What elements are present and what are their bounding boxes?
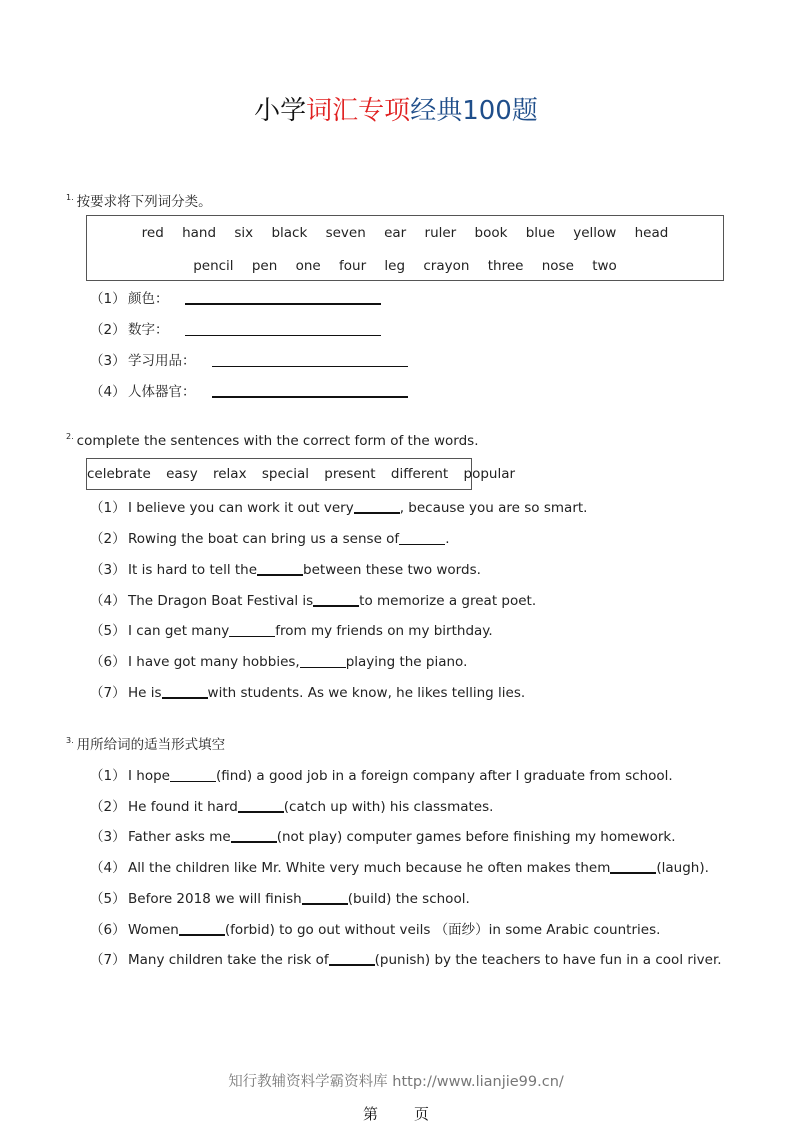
question-1-heading	[66, 190, 212, 210]
sentence-start: I believe you can work it out very	[128, 500, 354, 516]
sentence-end: (find) a good job in a foreign company after I graduate from school.	[215, 768, 673, 784]
sentence-end: (forbid) to go out without veils （面纱）in some Arabic countries.	[224, 922, 661, 938]
sentence-start: He found it hard	[128, 799, 238, 815]
sentence-start: Women	[128, 922, 179, 938]
answer-blank[interactable]	[313, 605, 359, 607]
sentence-end: playing the piano.	[345, 654, 468, 670]
item-number: （4）	[90, 593, 126, 609]
item-number: （7）	[90, 952, 126, 968]
item-number: （2）	[90, 322, 126, 338]
q2-item-4	[90, 589, 536, 609]
answer-blank[interactable]	[354, 512, 400, 514]
answer-blank[interactable]	[257, 574, 303, 576]
item-number: （6）	[90, 654, 126, 670]
question-3-instruction: 用所给词的适当形式填空	[76, 737, 226, 753]
word: yellow	[573, 225, 617, 241]
q2-item-5	[90, 619, 493, 639]
word: leg	[384, 258, 406, 274]
sentence-start: I have got many hobbies,	[128, 654, 300, 670]
page-label-right: 页	[414, 1105, 430, 1123]
title-part-1: 小学	[254, 96, 307, 126]
item-number: （4）	[90, 860, 126, 876]
word: two	[592, 258, 617, 274]
word: six	[234, 225, 254, 241]
sentence-end: (catch up with) his classmates.	[283, 799, 494, 815]
q2-item-1	[90, 496, 587, 516]
q1-item-1	[90, 287, 381, 307]
word: seven	[325, 225, 366, 241]
word: one	[295, 258, 321, 274]
item-label: 数字：	[128, 322, 169, 338]
q3-item-7	[90, 948, 722, 968]
q2-item-7	[90, 681, 525, 701]
sentence-end: to memorize a great poet.	[359, 593, 537, 609]
q2-item-2	[90, 527, 449, 547]
footer-watermark: 知行教辅资料学霸资料库 http://www.lianjie99.cn/	[228, 1074, 564, 1090]
word: celebrate	[87, 466, 151, 482]
word: head	[634, 225, 669, 241]
answer-line[interactable]	[185, 303, 381, 305]
question-3-number: 3.	[66, 736, 74, 745]
q2-item-3	[90, 558, 481, 578]
item-label: 学习用品：	[128, 353, 196, 369]
question-2-word-box	[86, 458, 516, 490]
answer-line[interactable]	[212, 396, 408, 398]
answer-blank[interactable]	[329, 964, 375, 966]
word: red	[141, 225, 164, 241]
q3-item-4	[90, 856, 709, 876]
word: special	[261, 466, 309, 482]
answer-blank[interactable]	[170, 781, 216, 782]
answer-line[interactable]	[185, 335, 381, 336]
sentence-start: I hope	[128, 768, 170, 784]
word: four	[339, 258, 367, 274]
word: black	[271, 225, 308, 241]
sentence-end: (laugh).	[656, 860, 709, 876]
word: different	[390, 466, 449, 482]
answer-blank[interactable]	[231, 841, 277, 843]
item-number: （5）	[90, 891, 126, 907]
word: relax	[212, 466, 247, 482]
answer-line[interactable]	[212, 366, 408, 367]
q3-item-3	[90, 825, 676, 845]
sentence-start: Father asks me	[128, 829, 231, 845]
question-3-heading	[66, 733, 225, 753]
item-number: （1）	[90, 500, 126, 516]
item-number: （2）	[90, 531, 126, 547]
word: nose	[541, 258, 574, 274]
q3-item-6	[90, 918, 660, 938]
item-number: （6）	[90, 922, 126, 938]
item-number: （2）	[90, 799, 126, 815]
word: pen	[251, 258, 278, 274]
word: popular	[463, 466, 516, 482]
title-part-3: 经典100题	[410, 96, 538, 126]
sentence-end: (not play) computer games before finishing my homework.	[276, 829, 676, 845]
sentence-start: He is	[128, 685, 162, 701]
answer-blank[interactable]	[302, 903, 348, 905]
sentence-start: Before 2018 we will finish	[128, 891, 302, 907]
q1-item-3	[90, 349, 408, 369]
question-2-heading	[66, 432, 479, 449]
word: crayon	[423, 258, 470, 274]
sentence-end: from my friends on my birthday.	[275, 623, 493, 639]
word: easy	[166, 466, 198, 482]
sentence-end: with students. As we know, he likes telling lies.	[207, 685, 526, 701]
question-1-number: 1.	[66, 193, 74, 202]
sentence-start: I can get many	[128, 623, 230, 639]
q3-item-5	[90, 887, 470, 907]
word-row-2	[87, 258, 723, 274]
item-label: 人体器官：	[128, 384, 196, 400]
question-2-instruction: complete the sentences with the correct form of the words.	[76, 433, 479, 449]
word: ear	[384, 225, 407, 241]
sentence-start: It is hard to tell the	[128, 562, 258, 578]
sentence-end: between these two words.	[303, 562, 481, 578]
sentence-start: The Dragon Boat Festival is	[128, 593, 314, 609]
sentence-end: (build) the school.	[347, 891, 470, 907]
item-number: （3）	[90, 829, 126, 845]
answer-blank[interactable]	[300, 667, 346, 668]
q2-item-6	[90, 650, 467, 670]
page-title	[0, 90, 792, 127]
answer-blank[interactable]	[238, 811, 284, 813]
sentence-end: (punish) by the teachers to have fun in a cool river.	[374, 952, 722, 968]
item-number: （3）	[90, 562, 126, 578]
item-label: 颜色：	[128, 291, 169, 307]
word: three	[487, 258, 524, 274]
question-1-instruction: 按要求将下列词分类。	[76, 194, 212, 210]
sentence-start: All the children like Mr. White very much because he often makes them	[128, 860, 611, 876]
title-part-2: 词汇专项	[306, 96, 411, 126]
word: hand	[182, 225, 217, 241]
answer-blank[interactable]	[399, 544, 445, 545]
item-number: （5）	[90, 623, 126, 639]
item-number: （4）	[90, 384, 126, 400]
sentence-end: .	[445, 531, 450, 547]
item-number: （1）	[90, 768, 126, 784]
sentence-end: , because you are so smart.	[399, 500, 588, 516]
sentence-start: Rowing the boat can bring us a sense of	[128, 531, 400, 547]
word: present	[324, 466, 376, 482]
answer-blank[interactable]	[229, 636, 275, 637]
word: pencil	[193, 258, 234, 274]
item-number: （1）	[90, 291, 126, 307]
answer-blank[interactable]	[610, 872, 656, 874]
item-number: （3）	[90, 353, 126, 369]
word-row-1	[87, 225, 723, 241]
item-number: （7）	[90, 685, 126, 701]
answer-blank[interactable]	[162, 697, 208, 699]
q3-item-2	[90, 795, 493, 815]
q1-item-4	[90, 380, 408, 400]
sentence-start: Many children take the risk of	[128, 952, 329, 968]
question-1-word-box	[86, 215, 724, 281]
q3-item-1	[90, 764, 673, 784]
q1-item-2	[90, 318, 381, 338]
question-2-number: 2.	[66, 432, 74, 441]
word: ruler	[424, 225, 457, 241]
page-label-left: 第	[362, 1105, 378, 1123]
word: blue	[525, 225, 555, 241]
word: book	[474, 225, 508, 241]
answer-blank[interactable]	[179, 934, 225, 936]
